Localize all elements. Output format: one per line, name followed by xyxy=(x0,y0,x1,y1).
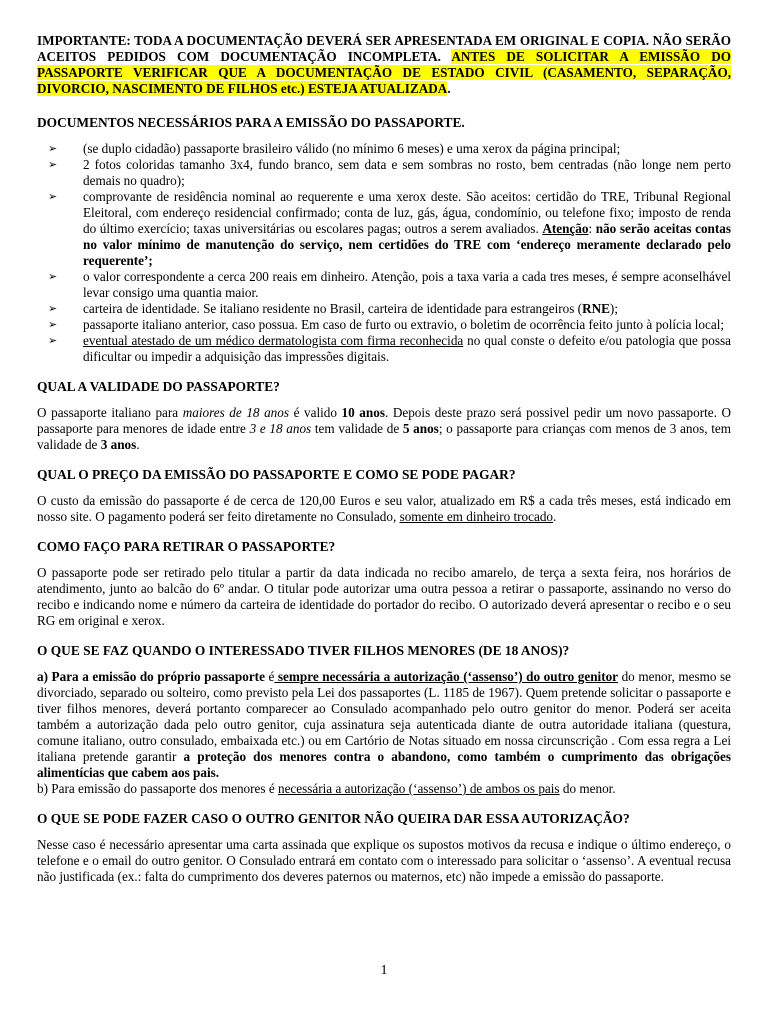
arrow-bullet-icon: ➢ xyxy=(48,270,58,283)
pickup-paragraph: O passaporte pode ser retirado pelo titular a partir da data indicada no recibo amarelo, de terça a sexta feira, nos horários de atendimento, junto ao balcão do 6º andar. O titular pode autorizar uma outra pessoa a retirar o passaporte, assinando no verso do recibo e indicando nome e número da carteira de identidade do portador do recibo. O autorizado deverá apresentar o recibo e o seu RG em original e xerox. xyxy=(37,565,731,628)
list-item-text: (se duplo cidadão) passaporte brasileiro válido (no mínimo 6 meses) e uma xerox da página principal; xyxy=(83,141,621,156)
intro-text: IMPORTANTE: TODA A DOCUMENTAÇÃO DEVERÁ SER APRESENTADA EM ORIGINAL E COPIA. NÃO SERÃO ACEITOS PEDIDOS COM DOCUMENTAÇÃO INCOMPLETA. xyxy=(37,33,731,64)
text: necessária a autorização (‘assenso’) de ambos os pais xyxy=(277,781,560,796)
list-item-text: 2 fotos coloridas tamanho 3x4, fundo branco, sem data e sem sombras no rosto, bem centradas (não longe nem perto demais no quadro); xyxy=(83,157,731,188)
list-item-text: carteira de identidade. Se italiano residente no Brasil, carteira de identidade para estrangeiros ( xyxy=(83,301,583,316)
text: . xyxy=(553,509,557,524)
arrow-bullet-icon: ➢ xyxy=(48,302,58,315)
minors-paragraph-a xyxy=(37,669,731,781)
list-item xyxy=(37,189,731,269)
heading-validity: QUAL A VALIDADE DO PASSAPORTE? xyxy=(37,379,280,394)
text: é valido xyxy=(289,405,342,420)
text: ; o passaporte para crianças com menos de 3 anos, tem validade de xyxy=(37,421,731,452)
list-item-text: no qual conste o defeito e/ou patologia que possa dificultar ou impedir a adquisição das impressões digitais. xyxy=(83,333,731,364)
list-item-text: passaporte italiano anterior, caso possua. Em caso de furto ou extravio, o boletim de ocorrência feito junto à polícia local; xyxy=(83,317,725,332)
text: 3 e 18 anos xyxy=(249,421,312,436)
text: b) Para emissão do passaporte dos menores é xyxy=(37,781,278,796)
list-item-text: comprovante de residência nominal ao requerente e uma xerox deste. São aceitos: certidão do TRE, Tribunal Regional Eleitoral, com endereço residencial confirmado; conta de luz, gás, água, condomínio, ou telefone fixo; imposto de renda do último exercício; taxas universitárias ou escolares pagas; outros a serem avaliados. xyxy=(83,189,731,236)
text: O passaporte italiano para xyxy=(37,405,183,420)
text: somente em dinheiro trocado xyxy=(399,509,554,524)
text: 5 anos xyxy=(402,421,439,436)
list-item-text: : xyxy=(588,221,596,236)
heading-price: QUAL O PREÇO DA EMISSÃO DO PASSAPORTE E COMO SE PODE PAGAR? xyxy=(37,467,516,482)
attention-text: não serão aceitas contas no valor mínimo de manutenção do serviço, nem certidões do TRE com ‘endereço meramente declarado pelo requerente’; xyxy=(83,221,732,268)
heading-refusal: O QUE SE PODE FAZER CASO O OUTRO GENITOR NÃO QUEIRA DAR ESSA AUTORIZAÇÃO? xyxy=(37,811,630,826)
intro-notice xyxy=(37,33,731,97)
list-item xyxy=(37,141,731,157)
heading-documents: DOCUMENTOS NECESSÁRIOS PARA A EMISSÃO DO PASSAPORTE. xyxy=(37,115,465,130)
page-number: 1 xyxy=(380,963,388,978)
text: 10 anos xyxy=(341,405,385,420)
document-page xyxy=(37,33,731,885)
rne-label: RNE xyxy=(582,301,610,316)
text: 3 anos xyxy=(100,437,137,452)
arrow-bullet-icon: ➢ xyxy=(48,334,58,347)
price-paragraph xyxy=(37,493,731,525)
documents-list xyxy=(37,141,731,365)
intro-highlight: ANTES DE SOLICITAR A EMISSÃO DO PASSAPORTE VERIFICAR QUE A DOCUMENTAÇÃO DE ESTADO CIVIL (CASAMENTO, SEPARAÇÃO, DIVORCIO, NASCIMENTO DE FILHOS etc.) ESTEJA ATUALIZADA xyxy=(37,49,731,96)
minors-paragraph-b xyxy=(37,781,731,797)
text: a) Para a emissão do próprio passaporte xyxy=(37,669,265,684)
text: do menor, mesmo se divorciado, separado ou solteiro, como previsto pela Lei dos passaportes (L. 1185 de 1967). Quem pretende solicitar o passaporte e tiver filhos menores, deverá portanto comparecer ao Consulado acompanhado pelo outro genitor do menor. Poderá ser aceita também a autorização dada pelo outro genitor, cuja assinatura seja autenticada diante de outra autoridade italiana (questura, comune italiano, outro consulado, embaixada etc.) ou em Cartório de Notas situado em nossa circunscrição . Com essa regra a Lei italiana pretende garantir xyxy=(37,669,731,764)
text: a proteção dos menores contra o abandono, como também o cumprimento das obrigações alimentícias que cabem aos pais. xyxy=(37,749,731,780)
list-item-text: o valor correspondente a cerca 200 reais em dinheiro. Atenção, pois a taxa varia a cada tres meses, é sempre aconselhável levar consigo uma quantia maior. xyxy=(83,269,731,300)
attention-label: Atenção xyxy=(542,221,589,236)
list-item xyxy=(37,269,731,301)
list-item xyxy=(37,301,731,317)
text: maiores de 18 anos xyxy=(182,405,289,420)
text: O custo da emissão do passaporte é de cerca de 120,00 Euros e seu valor, atualizado em R$ a cada três meses, está indicado em nosso site. O pagamento poderá ser feito diretamente no Consulado, xyxy=(37,493,731,524)
text: do menor. xyxy=(559,781,616,796)
text: . xyxy=(136,437,140,452)
arrow-bullet-icon: ➢ xyxy=(48,158,58,171)
intro-end: . xyxy=(447,81,451,96)
heading-minors: O QUE SE FAZ QUANDO O INTERESSADO TIVER FILHOS MENORES (DE 18 ANOS)? xyxy=(37,643,570,658)
text: é xyxy=(264,669,275,684)
text: tem validade de xyxy=(311,421,403,436)
list-item xyxy=(37,333,731,365)
list-item-text: ); xyxy=(609,301,618,316)
text: . Depois deste prazo será possivel pedir um novo passaporte. O passaporte para menores de idade entre xyxy=(37,405,731,436)
text: sempre necessária a autorização (‘assenso’) do outro genitor xyxy=(274,669,619,684)
list-item-text: eventual atestado de um médico dermatologista com firma reconhecida xyxy=(83,333,464,348)
heading-pickup: COMO FAÇO PARA RETIRAR O PASSAPORTE? xyxy=(37,539,336,554)
refusal-paragraph: Nesse caso é necessário apresentar uma carta assinada que explique os supostos motivos da recusa e indique o último endereço, o telefone e o email do outro genitor. O Consulado entrará em contato com o interessado para solicitar o ‘assenso’. A eventual recusa não justificada (ex.: falta do cumprimento dos deveres paternos ou maternos, etc) não impede a emissão do passaporte. xyxy=(37,837,731,884)
validity-paragraph xyxy=(37,405,731,453)
arrow-bullet-icon: ➢ xyxy=(48,190,58,203)
list-item xyxy=(37,317,731,333)
arrow-bullet-icon: ➢ xyxy=(48,142,58,155)
list-item xyxy=(37,157,731,189)
arrow-bullet-icon: ➢ xyxy=(48,318,58,331)
